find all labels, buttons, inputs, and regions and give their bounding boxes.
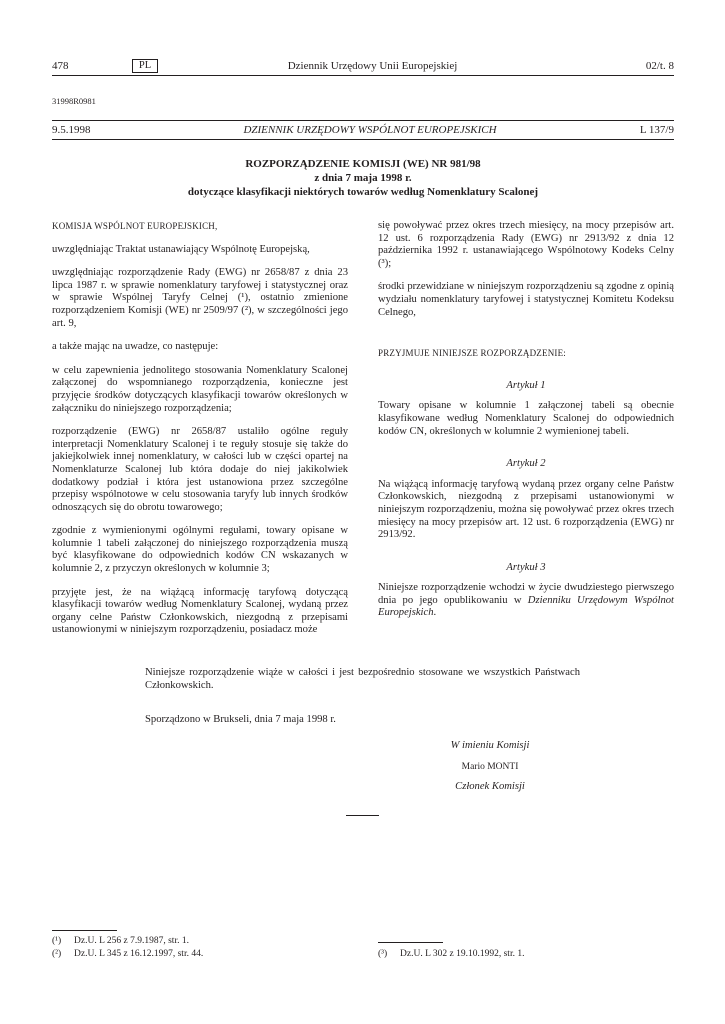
journal-reference: Dzienniku Urzędowym Wspólnot Europejskich bbox=[378, 594, 674, 619]
recital-continuation: się powoływać przez okres trzech miesięcy, na mocy przepisów art. 12 ust. 6 rozporządzenia Rady (EWG) nr 2913/92 z dnia 12 października 1992 r. ustanawiającego Wspólnotowy Kodeks Celny (³); bbox=[378, 220, 674, 269]
recital-treaty: uwzględniając Traktat ustanawiający Wspólnotę Europejską, bbox=[52, 243, 310, 255]
signatory-role: Członek Komisji bbox=[455, 781, 525, 792]
signatory-name: Mario MONTI bbox=[461, 762, 519, 772]
gazette-top-rule bbox=[52, 120, 674, 121]
title-line-1: ROZPORZĄDZENIE KOMISJI (WE) NR 981/98 bbox=[245, 158, 481, 170]
language-box: PL bbox=[132, 59, 158, 73]
footnote-rule-right bbox=[378, 942, 443, 943]
commission-heading: KOMISJA WSPÓLNOT EUROPEJSKICH, bbox=[52, 221, 218, 231]
article-1-title: Artykuł 1 bbox=[506, 379, 546, 391]
recital-uniform-application: w celu zapewnienia jednolitego stosowania Nomenklatury Scalonej załączonej do wspomnianego rozporządzenia, konieczne jest przyjęcie środków dotyczących klasyfikacji towarów określonych w załączniku do niniejszego rozporządzenia; bbox=[52, 364, 348, 414]
header-rule bbox=[52, 75, 674, 76]
title-line-3: dotyczące klasyfikacji niektórych towarów według Nomenklatury Scalonej bbox=[187, 186, 539, 198]
recital-regulation: uwzględniając rozporządzenie Rady (EWG) nr 2658/87 z dnia 23 lipca 1987 r. w sprawie nomenklatury taryfowej i statystycznej oraz w sprawie Wspólnej Taryfy Celnej (¹), ostatnio zmienione rozporządzeniem Komisji (WE) nr 2509/97 (²), w szczególności jego art. 9, bbox=[52, 267, 348, 329]
footnote-3 bbox=[378, 948, 524, 960]
regulation-title bbox=[52, 157, 674, 199]
adopts-heading: PRZYJMUJE NINIEJSZE ROZPORZĄDZENIE: bbox=[378, 348, 566, 359]
done-at: Sporządzono w Brukseli, dnia 7 maja 1998 r. bbox=[145, 714, 336, 725]
recital-binding-info: przyjęte jest, że na wiążącą informację taryfową dotyczącą klasyfikacji towarów według Nomenklatury Scalonej, wydaną przez organy celne Państw Członkowskich, niezgodną z przepisami ustanowionymi w niniejszym rozporządzeniu, posiadacz może bbox=[52, 586, 348, 636]
gazette-ref: L 137/9 bbox=[639, 124, 674, 136]
gazette-bottom-rule bbox=[52, 139, 674, 140]
footnote-2 bbox=[52, 948, 203, 960]
binding-clause: Niniejsze rozporządzenie wiąże w całości i jest bezpośrednio stosowane we wszystkich Państwach Członkowskich. bbox=[145, 667, 580, 691]
article-3-text bbox=[378, 582, 674, 620]
article-3-text-c: . bbox=[433, 607, 437, 619]
page-number: 478 bbox=[52, 60, 69, 72]
footnote-3-text: Dz.U. L 302 z 19.10.1992, str. 1. bbox=[400, 949, 525, 959]
recital-committee: środki przewidziane w niniejszym rozporządzeniu są zgodne z opinią wydziału nomenklatury taryfowej i statystycznej Komitetu Kodeksu Celnego, bbox=[378, 281, 674, 318]
end-rule bbox=[346, 815, 379, 816]
footnote-1-mark: (¹) bbox=[52, 936, 62, 946]
article-2-text: Na wiążącą informację taryfową wydaną przez organy celne Państw Członkowskich, niezgodną z przepisami ustanowionymi w niniejszym rozporządzeniu, można się powoływać przez okres trzech miesięcy na mocy przepisów art. 12 ust. 6 rozporządzenia (EWG) nr 2913/92. bbox=[378, 478, 674, 541]
volume-ref: 02/t. 8 bbox=[645, 60, 674, 72]
footnote-2-text: Dz.U. L 345 z 16.12.1997, str. 44. bbox=[74, 949, 204, 959]
article-1-text: Towary opisane w kolumnie 1 załączonej tabeli są obecnie klasyfikowane według Nomenklatury Scalonej do odpowiednich kodów CN, określonych w kolumnie 2 wymienionej tabeli. bbox=[378, 400, 674, 437]
journal-title: Dziennik Urzędowy Unii Europejskiej bbox=[287, 60, 458, 72]
recital-intro: a także mając na uwadze, co następuje: bbox=[52, 341, 219, 353]
gazette-date: 9.5.1998 bbox=[52, 124, 91, 136]
footnote-1-text: Dz.U. L 256 z 7.9.1987, str. 1. bbox=[74, 936, 189, 946]
on-behalf-of: W imieniu Komisji bbox=[450, 740, 530, 751]
footnote-3-mark: (³) bbox=[378, 949, 388, 959]
footnote-2-mark: (²) bbox=[52, 949, 62, 959]
article-3-title: Artykuł 3 bbox=[506, 561, 546, 573]
footnote-1 bbox=[52, 935, 189, 947]
recital-general-rules: rozporządzenie (EWG) nr 2658/87 ustaliło ogólne reguły interpretacji Nomenklatury Scalonej i te reguły stosuje się także do jakiejkolwiek innej nomenklatury, w całości lub w części opartej na Nomenklaturze Scalonej lub która dodaje do niej jakikolwiek dodatkowy podział i która jest ustanowiona przez szczególne przepisy wspólnotowe w celu stosowania taryfy lub innych środków odnoszących się do obrotu towarowego; bbox=[52, 426, 348, 513]
article-2-title: Artykuł 2 bbox=[506, 458, 546, 470]
title-line-2: z dnia 7 maja 1998 r. bbox=[314, 172, 412, 184]
celex-number: 31998R0981 bbox=[52, 96, 96, 106]
footnote-rule-left bbox=[52, 930, 117, 931]
left-column bbox=[52, 220, 348, 648]
article-3-text-a: Niniejsze rozporządzenie wchodzi w życie dwudziestego pierwszego dnia po jego opublikowaniu w bbox=[378, 582, 674, 606]
gazette-title: DZIENNIK URZĘDOWY WSPÓLNOT EUROPEJSKICH bbox=[243, 124, 497, 136]
recital-classification: zgodnie z wymienionymi ogólnymi regułami, towary opisane w kolumnie 1 tabeli załączonej do niniejszego rozporządzenia muszą być klasyfikowane do odpowiednich kodów CN wskazanych w kolumnie 2, z przyczyn określonych w kolumnie 3; bbox=[52, 525, 348, 575]
right-column bbox=[378, 220, 674, 631]
